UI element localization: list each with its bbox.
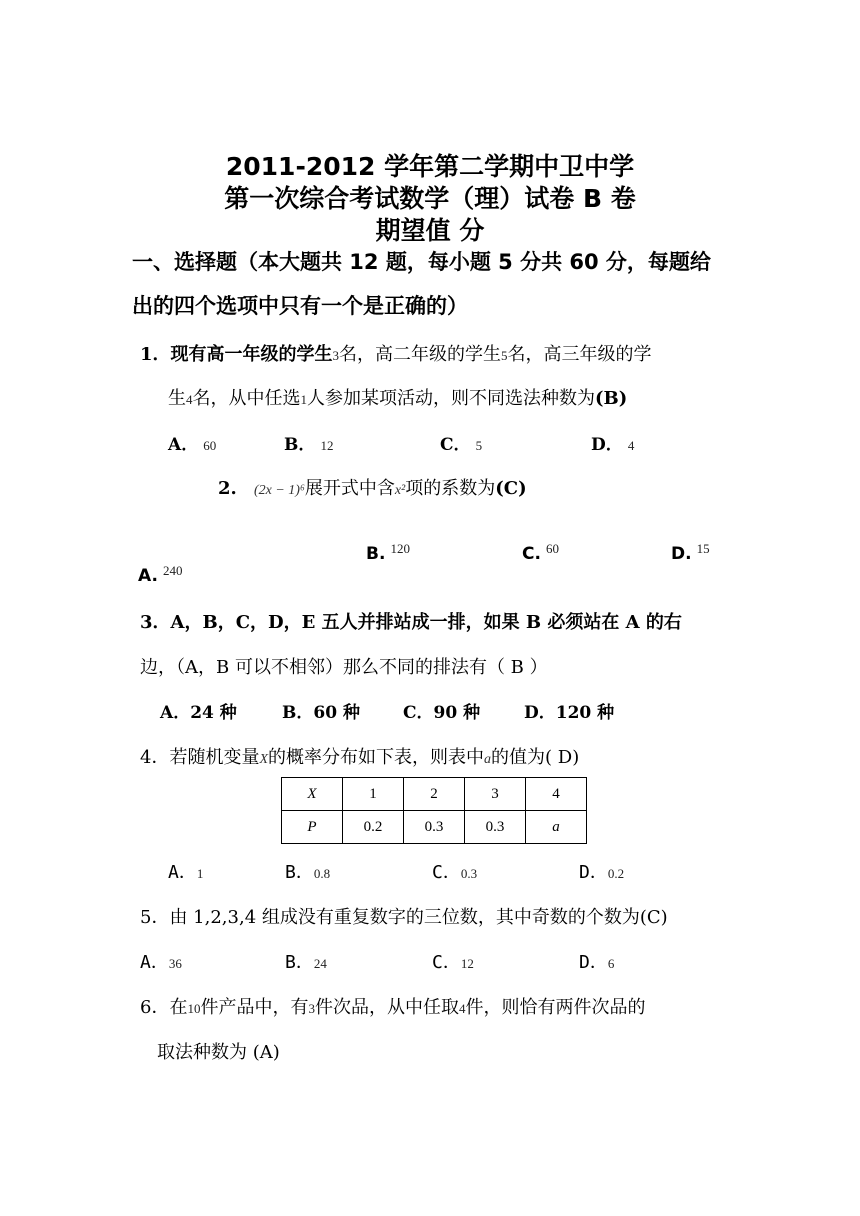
option-label: A．: [168, 862, 197, 883]
q4-option-c: [432, 858, 477, 884]
q2-option-a: [138, 563, 183, 586]
table-cell: 1: [343, 778, 404, 811]
q1-num-3: 4: [186, 392, 193, 407]
q2-term: x²: [394, 483, 406, 498]
q1-num-2: 5: [501, 348, 508, 363]
q1-text-c: 名，高三年级的学: [507, 344, 652, 365]
q2-expression: (2x − 1)⁶: [253, 483, 305, 498]
option-value: 15: [696, 541, 710, 556]
question-1-line2: [168, 384, 627, 410]
option-label: B.: [366, 544, 386, 564]
q1-num-4: 1: [300, 392, 307, 407]
q1-option-d: [591, 430, 634, 455]
question-5: 5．由 1,2,3,4 组成没有重复数字的三位数，其中奇数的个数为(C): [140, 907, 668, 928]
option-value: 1: [196, 866, 204, 881]
option-value: 24: [313, 956, 327, 971]
q5-option-c: [432, 948, 474, 974]
q6-num-3: 4: [458, 1001, 466, 1016]
table-cell: 3: [465, 778, 526, 811]
option-label: C.: [522, 544, 541, 564]
q1-text-b: 名，高二年级的学生: [339, 344, 502, 365]
q2-option-d: [671, 541, 710, 564]
option-label: C．: [403, 703, 434, 723]
exam-title-line1: 2011-2012 学年第二学期中卫中学: [225, 152, 635, 181]
question-4: [140, 743, 579, 769]
q4-option-b: [285, 858, 330, 884]
q6-text-a: 6．在: [140, 997, 188, 1018]
section-heading-line2: 出的四个选项中只有一个是正确的）: [132, 294, 468, 318]
q2-option-c: [522, 541, 559, 564]
option-value: 120 种: [555, 703, 615, 723]
q5-option-a: [140, 948, 182, 974]
option-label: A.: [138, 566, 158, 586]
q4-text-b: 的概率分布如下表，则表中: [268, 747, 485, 768]
option-value: 12: [320, 438, 334, 453]
q4-option-a: [168, 858, 203, 884]
question-3-line1: 3．A，B，C，D，E 五人并排站成一排，如果 B 必须站在 A 的右: [140, 612, 682, 633]
table-row: [282, 778, 587, 811]
option-value: 4: [627, 438, 635, 453]
question-6-line1: [140, 993, 645, 1019]
expected-score: 期望值 分: [375, 216, 485, 245]
option-value: 0.8: [313, 866, 331, 881]
q4-param: a: [484, 752, 492, 767]
option-label: B．: [285, 952, 314, 973]
option-label: B．: [285, 862, 314, 883]
option-label: A．: [140, 952, 169, 973]
q2-option-b: [366, 541, 410, 564]
q3-option-c: [403, 698, 480, 723]
q4-option-d: [579, 858, 624, 884]
q6-text-d: 件，则恰有两件次品的: [465, 997, 646, 1018]
question-1-line1: [140, 340, 652, 366]
option-value: 0.3: [460, 866, 478, 881]
option-value: 24 种: [190, 703, 237, 723]
exam-title-line2: 第一次综合考试数学（理）试卷 B 卷: [224, 184, 636, 213]
option-label: C．: [432, 862, 461, 883]
table-row: [282, 811, 587, 844]
option-value: 0.2: [607, 866, 625, 881]
probability-distribution-table: [281, 777, 587, 844]
table-cell: P: [282, 811, 343, 844]
option-value: 12: [460, 956, 474, 971]
option-value: 5: [475, 438, 483, 453]
q1-answer: (B): [595, 388, 628, 409]
option-label: A．: [160, 703, 191, 723]
option-label: C．: [432, 952, 461, 973]
option-value: 60: [203, 438, 217, 453]
table-cell: X: [282, 778, 343, 811]
option-label: B．: [284, 435, 316, 455]
table-cell: 4: [526, 778, 587, 811]
q2-text-b: 项的系数为: [405, 478, 496, 499]
option-label: D．: [579, 862, 608, 883]
q1-text-d: 生: [168, 388, 186, 409]
option-label: D．: [579, 952, 608, 973]
option-label: A．: [168, 435, 199, 455]
section-heading-line1: 一、选择题（本大题共 12 题，每小题 5 分共 60 分，每题给: [132, 250, 711, 274]
q4-text-c: 的值为( D): [491, 747, 580, 768]
q6-num-1: 10: [187, 1001, 201, 1016]
table-cell: a: [526, 811, 587, 844]
question-6-line2: 取法种数为 (A): [157, 1042, 280, 1063]
option-label: C．: [440, 435, 471, 455]
question-3-line2: 边，（A，B 可以不相邻）那么不同的排法有（ B ）: [140, 657, 548, 678]
q1-option-b: [284, 430, 333, 455]
q1-option-a: [168, 430, 216, 455]
option-value: 60 种: [313, 703, 360, 723]
table-cell: 2: [404, 778, 465, 811]
q3-option-d: [524, 698, 614, 723]
option-value: 6: [607, 956, 615, 971]
q1-option-c: [440, 430, 482, 455]
option-value: 240: [163, 563, 183, 578]
q2-answer: (C): [495, 478, 527, 499]
q1-text-f: 人参加某项活动，则不同选法种数为: [307, 388, 595, 409]
option-label: D．: [591, 435, 623, 455]
q4-text-a: 4．若随机变量: [140, 747, 260, 768]
table-cell: 0.3: [404, 811, 465, 844]
q5-option-b: [285, 948, 327, 974]
q1-num-1: 3: [332, 348, 340, 363]
q6-num-2: 3: [308, 1001, 315, 1016]
q3-option-a: [160, 698, 237, 723]
q5-option-d: [579, 948, 614, 974]
question-2: [218, 474, 527, 500]
option-value: 90 种: [433, 703, 481, 723]
option-value: 60: [546, 541, 560, 556]
table-cell: 0.2: [343, 811, 404, 844]
q1-text-a: 1．现有高一年级的学生: [140, 344, 333, 365]
option-label: D．: [524, 703, 556, 723]
q2-text-a: 展开式中含: [304, 478, 395, 499]
option-value: 120: [390, 541, 411, 556]
option-value: 36: [168, 956, 182, 971]
option-label: B．: [282, 703, 314, 723]
q2-number: 2.: [218, 478, 237, 499]
q6-text-c: 件次品，从中任取: [314, 997, 459, 1018]
table-cell: 0.3: [465, 811, 526, 844]
q6-text-b: 件产品中，有: [200, 997, 309, 1018]
q3-option-b: [282, 698, 360, 723]
option-label: D.: [671, 544, 692, 564]
q1-text-e: 名，从中任选: [192, 388, 301, 409]
q4-variable: X: [259, 752, 269, 767]
